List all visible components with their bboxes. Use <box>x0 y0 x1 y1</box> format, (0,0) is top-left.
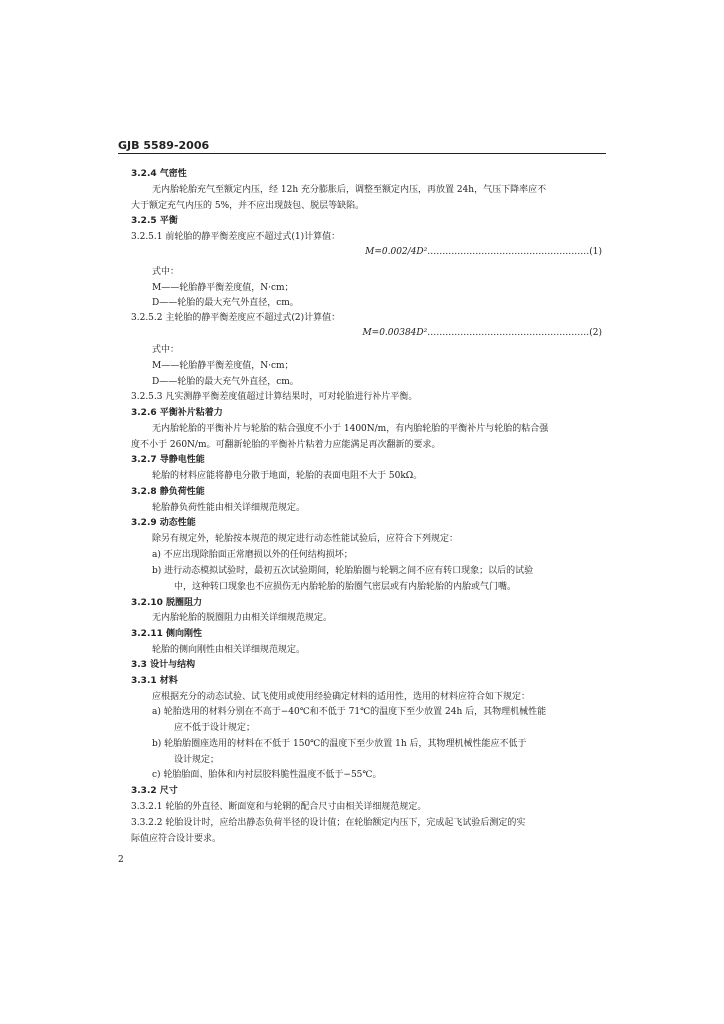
text-line: 除另有规定外，轮胎按本规范的规定进行动态性能试验后，应符合下列规定： <box>152 534 459 544</box>
text-line: 度不小于 260N/m。可翻新轮胎的平衡补片粘着力应能满足再次翻新的要求。 <box>131 440 441 450</box>
text-line: D——轮胎的最大充气外直径，cm。 <box>152 377 299 387</box>
equation-number: (1) <box>589 247 602 257</box>
text-line: 无内胎轮胎的脱圈阻力由相关详细规范规定。 <box>152 613 333 623</box>
text-line: 际值应符合设计要求。 <box>131 834 222 844</box>
text-line: 轮胎的材料应能将静电分散于地面，轮胎的表面电阻不大于 50kΩ。 <box>152 471 423 481</box>
section-heading: 3.3.1 材料 <box>131 676 178 686</box>
section-heading: 3.2.9 动态性能 <box>131 518 196 528</box>
text-line: 3.3.2.1 轮胎的外直径、断面宽和与轮辋的配合尺寸由相关详细规范规定。 <box>131 802 427 812</box>
text-line: 3.2.5.2 主轮胎的静平衡差度应不超过式(2)计算值： <box>131 313 341 323</box>
text-line: 3.2.5.1 前轮胎的静平衡差度应不超过式(1)计算值： <box>131 232 341 242</box>
section-heading: 3.2.5 平衡 <box>131 216 178 226</box>
formula-text: M=0.00384D²……………………………………………… <box>362 328 590 338</box>
text-line: M——轮胎静平衡差度值，N·cm； <box>152 283 294 293</box>
section-heading: 3.2.4 气密性 <box>131 169 187 179</box>
section-heading: 3.2.11 侧向刚性 <box>131 629 203 639</box>
section-heading: 3.2.7 导静电性能 <box>131 455 205 465</box>
section-heading: 3.3 设计与结构 <box>131 660 196 670</box>
text-line: M——轮胎静平衡差度值，N·cm； <box>152 361 294 371</box>
formula <box>362 328 602 338</box>
text-line: c) 轮胎胎面、胎体和内衬层胶料脆性温度不低于−55℃。 <box>152 770 382 780</box>
text-line: 式中： <box>152 267 180 277</box>
text-line: 应根据充分的动态试验、试飞使用或使用经验确定材料的适用性，选用的材料应符合如下规定： <box>152 692 531 702</box>
text-line: 中，这种转口现象也不应损伤无内胎轮胎的胎圈气密层或有内胎轮胎的内胎或气门嘴。 <box>174 582 517 592</box>
text-line: a) 轮胎选用的材料分别在不高于−40℃和不低于 71℃的温度下至少放置 24h 后，其物理机械性能 <box>152 707 547 717</box>
text-line: 无内胎轮胎的平衡补片与轮胎的粘合强度不小于 1400N/m，有内胎轮胎的平衡补片与轮胎的粘合强 <box>152 424 549 434</box>
section-heading: 3.3.2 尺寸 <box>131 786 178 796</box>
text-line: 设计规定； <box>174 755 220 765</box>
text-line: 无内胎轮胎充气至额定内压，经 12h 充分膨胀后，调整至额定内压，再放置 24h，气压下降率应不 <box>152 185 547 195</box>
text-line: 大于额定充气内压的 5%，并不应出现鼓包、脱层等缺陷。 <box>131 201 365 211</box>
section-heading: 3.2.10 脱圈阻力 <box>131 598 203 608</box>
section-heading: 3.2.6 平衡补片粘着力 <box>131 408 223 418</box>
header-rule <box>118 153 606 154</box>
formula <box>365 247 602 257</box>
equation-number: (2) <box>589 328 602 338</box>
page-number: 2 <box>118 855 124 865</box>
section-heading: 3.2.8 静负荷性能 <box>131 487 205 497</box>
document-code: GJB 5589-2006 <box>118 139 210 152</box>
text-line: 式中： <box>152 345 180 355</box>
text-line: D——轮胎的最大充气外直径，cm。 <box>152 298 299 308</box>
text-line: 应不低于设计规定； <box>174 723 256 733</box>
text-line: 轮胎静负荷性能由相关详细规范规定。 <box>152 503 306 513</box>
text-line: b) 轮胎胎圈座选用的材料在不低于 150℃的温度下至少放置 1h 后，其物理机械性能应不低于 <box>152 739 527 749</box>
formula-text: M=0.002/4D²……………………………………………… <box>365 247 590 257</box>
text-line: 3.3.2.2 轮胎设计时，应给出静态负荷半径的设计值；在轮胎额定内压下，完成起飞试验后测定的实 <box>131 818 526 828</box>
text-line: a) 不应出现除胎面正常磨损以外的任何结构损坏； <box>152 550 353 560</box>
text-line: 3.2.5.3 凡实测静平衡差度值超过计算结果时，可对轮胎进行补片平衡。 <box>131 392 418 402</box>
text-line: 轮胎的侧向刚性由相关详细规范规定。 <box>152 645 306 655</box>
text-line: b) 进行动态模拟试验时，最初五次试验期间，轮胎胎圈与轮辋之间不应有转口现象；以后的试验 <box>152 566 534 576</box>
